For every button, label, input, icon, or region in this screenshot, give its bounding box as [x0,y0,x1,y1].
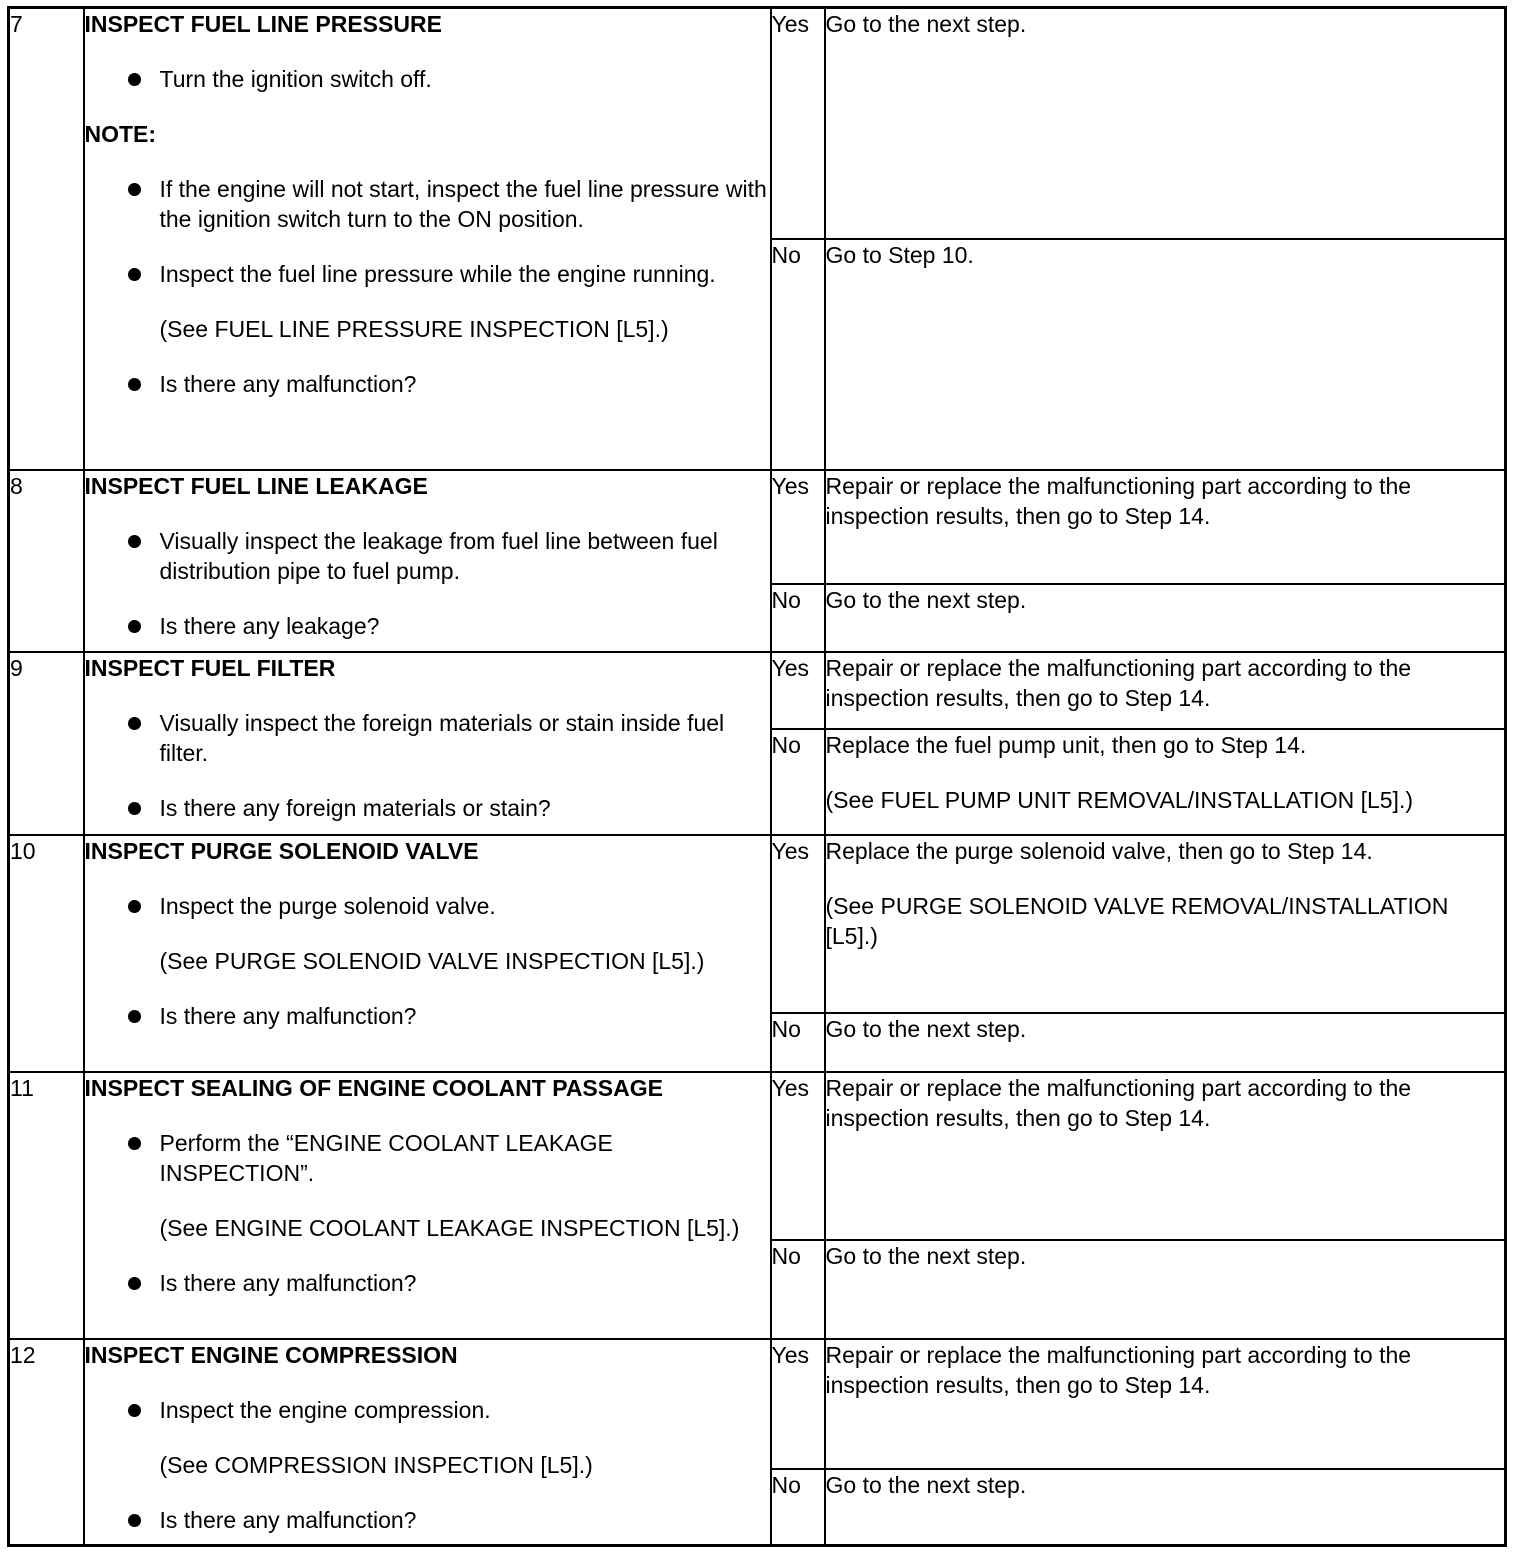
step-title: INSPECT FUEL LINE PRESSURE [84,11,442,37]
yes-label: Yes [771,8,825,239]
step-title: INSPECT ENGINE COMPRESSION [84,1342,458,1369]
bullet-icon [128,620,141,633]
step-number: 8 [9,470,84,652]
bullet-text: Visually inspect the leakage from fuel line between fuel distribution pipe to fuel pump. [159,528,718,585]
step-title: INSPECT SEALING OF ENGINE COOLANT PASSAGE [84,1074,663,1101]
action-text: Repair or replace the malfunctioning part according to the inspection results, then go to Step 14. [825,473,1412,530]
bullet-icon [128,717,141,730]
yes-action [825,652,1506,729]
step-title: INSPECT FUEL FILTER [84,655,336,682]
bullet-item [85,891,770,921]
action-text: Repair or replace the malfunctioning part according to the inspection results, then go to Step 14. [825,655,1412,712]
yes-label: Yes [771,1339,825,1469]
step-content [84,8,771,471]
reference-text: (See ENGINE COOLANT LEAKAGE INSPECTION [L5].) [159,1214,740,1241]
bullet-icon [128,1137,141,1150]
bullet-item [85,1395,770,1425]
yes-label: Yes [771,1072,825,1240]
reference-text: (See PURGE SOLENOID VALVE REMOVAL/INSTALLATION [L5].) [825,892,1449,949]
bullet-icon [128,900,141,913]
reference-text: (See FUEL PUMP UNIT REMOVAL/INSTALLATION [L5].) [825,787,1413,814]
action-text: Replace the fuel pump unit, then go to Step 14. [825,732,1307,759]
step-title: INSPECT FUEL LINE LEAKAGE [84,473,428,500]
action-text: Repair or replace the malfunctioning part according to the inspection results, then go to Step 14. [825,1074,1412,1131]
step-title: INSPECT PURGE SOLENOID VALVE [84,837,479,864]
bullet-icon [128,535,141,548]
no-action [825,1013,1506,1072]
bullet-text: Visually inspect the foreign materials or stain inside fuel filter. [159,710,725,767]
step-content [84,1072,771,1339]
action-text: Go to Step 10. [825,241,974,268]
action-text: Go to the next step. [825,587,1027,614]
no-action [825,729,1506,834]
step-content [84,1339,771,1545]
question-text: Is there any malfunction? [159,371,417,397]
step-number: 12 [9,1339,84,1545]
bullet-icon [128,73,141,86]
yes-action [825,470,1506,584]
step-content [84,652,771,834]
no-label: No [771,239,825,470]
bullet-text: Inspect the fuel line pressure while the engine running. [159,261,716,287]
bullet-item [85,1268,770,1298]
yes-label: Yes [771,470,825,584]
step-number: 7 [9,8,84,471]
bullet-icon [128,183,141,196]
action-text: Go to the next step. [825,1472,1027,1499]
bullet-item [85,64,770,94]
no-action [825,584,1506,652]
bullet-icon [128,1514,141,1527]
yes-action [825,1072,1506,1240]
step-row-11 [9,1072,1506,1240]
yes-action [825,1339,1506,1469]
yes-action [825,835,1506,1013]
yes-label: Yes [771,652,825,729]
step-content [84,470,771,652]
step-row-7 [9,8,1506,239]
action-text: Replace the purge solenoid valve, then go to Step 14. [825,837,1373,864]
no-action [825,239,1506,470]
no-action [825,1240,1506,1339]
bullet-item [85,793,770,823]
no-label: No [771,584,825,652]
action-text: Repair or replace the malfunctioning part according to the inspection results, then go to Step 14. [825,1342,1412,1399]
bullet-icon [128,802,141,815]
bullet-item [85,259,770,289]
yes-label: Yes [771,835,825,1013]
step-number: 9 [9,652,84,834]
no-action [825,1469,1506,1545]
question-text: Is there any malfunction? [159,1507,417,1534]
step-number: 10 [9,835,84,1072]
question-text: Is there any foreign materials or stain? [159,795,551,822]
bullet-icon [128,378,141,391]
note-label: NOTE: [84,121,157,147]
question-text: Is there any malfunction? [159,1002,417,1029]
bullet-item [85,708,770,768]
step-row-9 [9,652,1506,729]
bullet-item [85,369,770,399]
bullet-text: Perform the “ENGINE COOLANT LEAKAGE INSPECTION”. [159,1129,613,1186]
no-label: No [771,1240,825,1339]
no-label: No [771,1013,825,1072]
reference-text: (See PURGE SOLENOID VALVE INSPECTION [L5].) [159,947,705,974]
bullet-item [85,1001,770,1031]
step-row-12 [9,1339,1506,1469]
reference-text: (See COMPRESSION INSPECTION [L5].) [159,1452,593,1479]
bullet-icon [128,1277,141,1290]
bullet-item [85,611,770,641]
no-label: No [771,729,825,834]
bullet-icon [128,1404,141,1417]
bullet-text: Turn the ignition switch off. [159,66,432,92]
step-row-10 [9,835,1506,1013]
bullet-item [85,1128,770,1188]
bullet-text: Inspect the engine compression. [159,1397,491,1424]
bullet-icon [128,1010,141,1023]
diagnostic-procedure-table [7,6,1507,1547]
bullet-text: Inspect the purge solenoid valve. [159,892,496,919]
bullet-icon [128,268,141,281]
question-text: Is there any malfunction? [159,1269,417,1296]
step-content [84,835,771,1072]
action-text: Go to the next step. [825,1015,1027,1042]
question-text: Is there any leakage? [159,613,380,640]
step-number: 11 [9,1072,84,1339]
step-row-8 [9,470,1506,584]
yes-action [825,8,1506,239]
action-text: Go to the next step. [825,11,1027,37]
reference-text: (See FUEL LINE PRESSURE INSPECTION [L5].) [159,316,669,342]
action-text: Go to the next step. [825,1243,1027,1270]
bullet-item [85,1505,770,1535]
bullet-item [85,174,770,234]
bullet-item [85,526,770,586]
no-label: No [771,1469,825,1545]
bullet-text: If the engine will not start, inspect the fuel line pressure with the ignition switch turn to the ON position. [159,176,767,232]
